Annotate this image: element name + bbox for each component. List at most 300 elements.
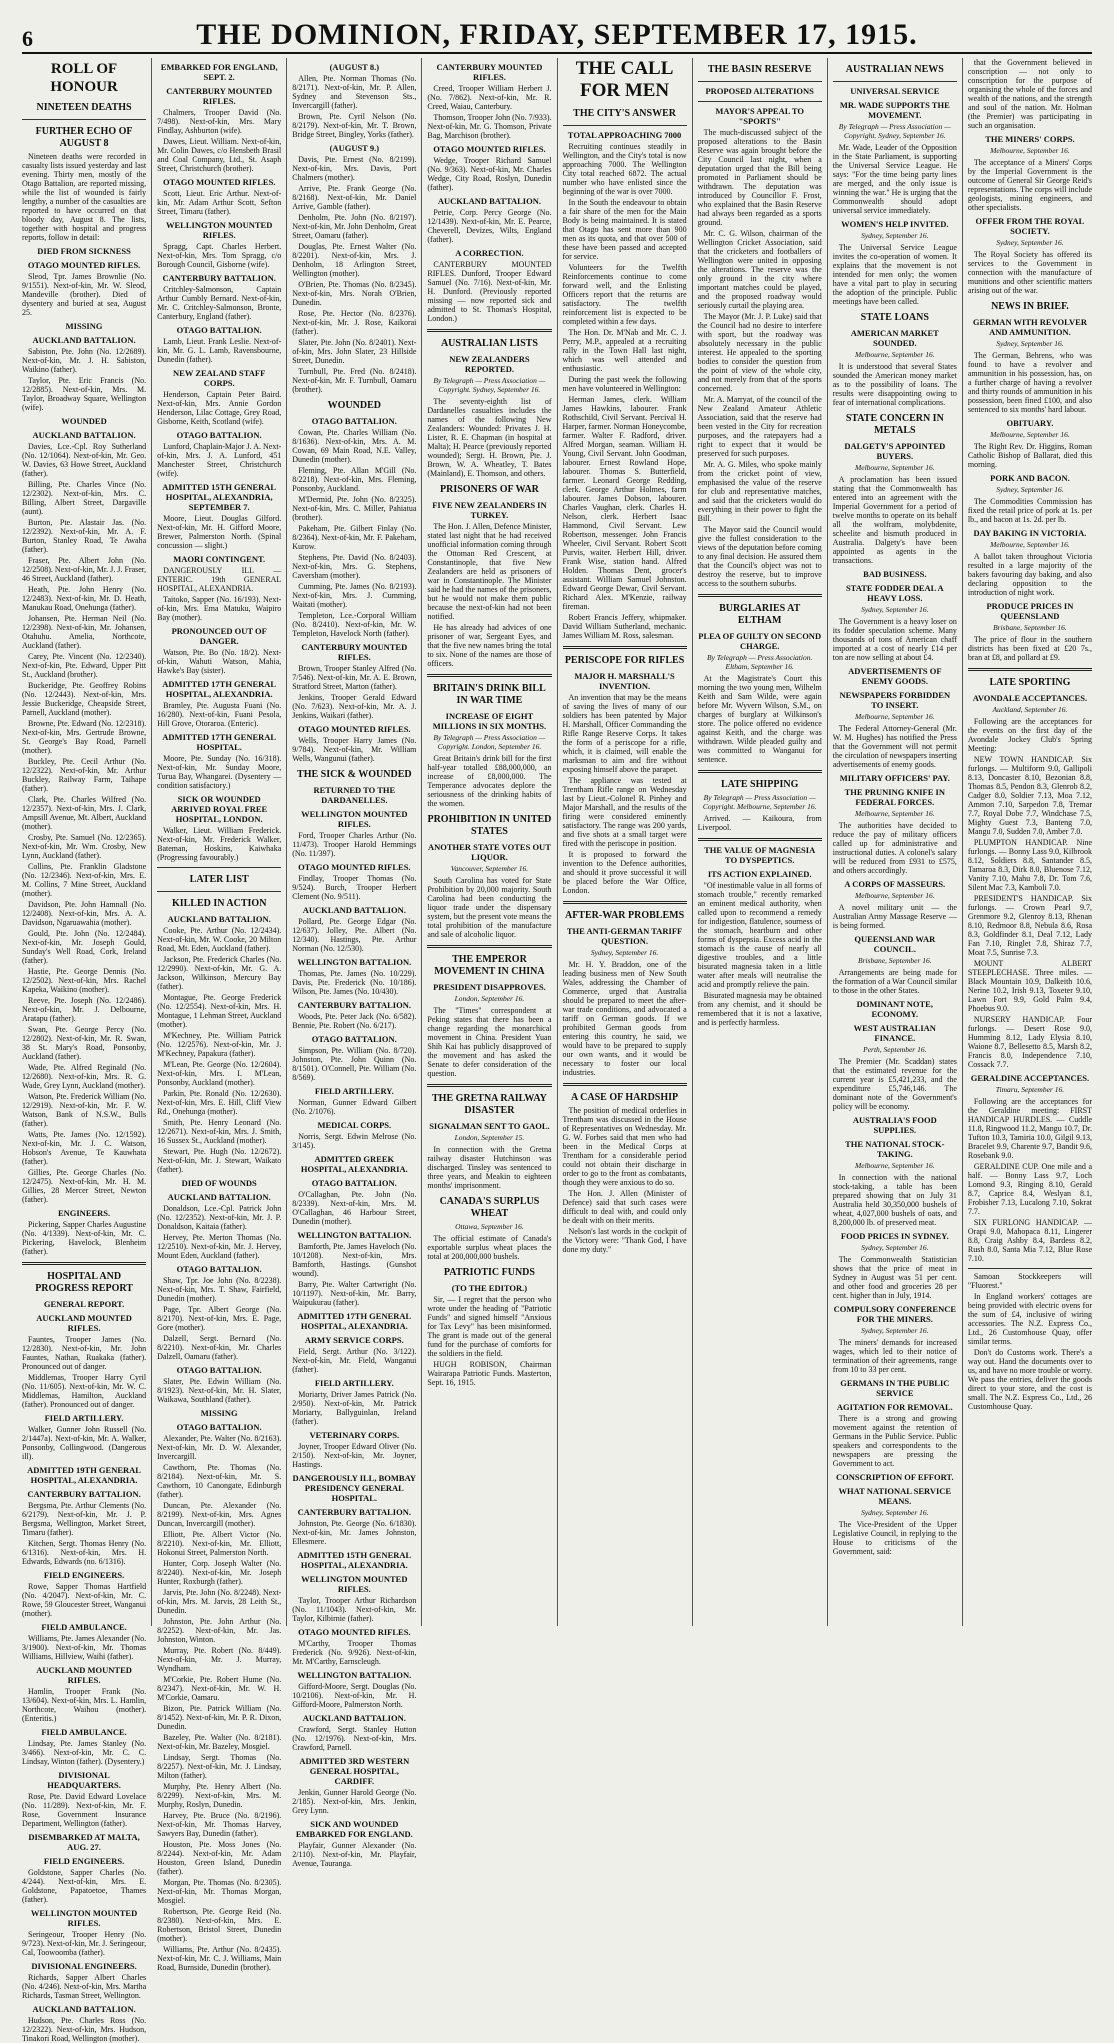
headline: THE SICK & WOUNDED — [297, 769, 412, 780]
paragraph: Burton, Pte. Alastair Jas. (No. 12/2392). Next-of-kin, Mr. A. F. Burton, Stanley Road, Te Awaha (father). — [22, 518, 147, 554]
paragraph: Gifford-Moore, Sergt. Douglas (No. 10/2106). Next-of-kin, Mr. H. Gifford-Moore, Palmerston North. — [292, 1682, 417, 1709]
subheading: AUCKLAND BATTALION. — [32, 430, 136, 440]
subheading: OBITUARY. — [1006, 418, 1054, 428]
headline: PERISCOPE FOR RIFLES — [564, 655, 685, 666]
subheading: OTAGO BATTALION. — [311, 416, 397, 426]
paragraph: Rowe, Sapper Thomas Hartfield (No. 4/2047). Next-of-kin, Mr. C. Rowe, 59 Gloucester Street, Wanganui (mother). — [22, 1582, 147, 1618]
paragraph: Slater, Pte. John (No. 8/2401). Next-of-kin, Mrs. John Slater, 23 Hillside Street, Dunedin. — [292, 338, 417, 365]
column-4 — [421, 58, 556, 1626]
paragraph: During the past week the following men have volunteered in Wellington: — [562, 375, 687, 393]
subheading: WELLINGTON BATTALION. — [297, 957, 412, 967]
paragraph: Moriarty, Driver James Patrick (No. 2/950). Next-of-kin, Mr. Patrick Moriarty, Ballyguinlan, Ireland (father). — [292, 1390, 417, 1426]
subheading: ADMITTED 15TH GENERAL HOSPITAL, ALEXANDRIA. — [297, 1550, 412, 1570]
paragraph: Jenkins, Trooper Gerald Edward (No. 7/623). Next-of-kin, Mr. A. J. Jenkins, Waikari (father). — [292, 693, 417, 720]
paragraph: The Commodities Commission has fixed the retail price of pork at 1s. per lb., and bacon at 1s. 2d. per lb. — [967, 497, 1092, 524]
section-title: ROLL OF HONOUR — [50, 61, 118, 95]
dateline: Auckland, September 16. — [992, 705, 1068, 714]
paragraph: The appliance was tested at Trentham Rifle range on Wednesday last by Lieut.-Colonel R. Pinhey and Major Marshall, and the results of the firing were considered eminently satisfactory. The range was 200 yards, and five shots at a small target were fired with the periscope in position. — [562, 776, 687, 848]
subheading: CANTERBURY BATTALION. — [162, 273, 276, 283]
subheading: FIELD ARTILLERY. — [314, 1378, 394, 1388]
paragraph: Mr. Wade, Leader of the Opposition in the State Parliament, is supporting the Universal Service League. He says: "For the time being party lines are merged, and the only issue is winning the war." He is urging that the Commonwealth should adopt universal service immediately. — [832, 143, 957, 215]
paragraph: Templeton, Lce.-Corporal William (No. 8/2410). Next-of-kin, Mr. W. Templeton, Havelock North (father). — [292, 611, 417, 638]
subheading: AUCKLAND BATTALION. — [32, 2004, 136, 2014]
column-1 — [22, 58, 151, 2043]
paragraph: Wedge, Trooper Richard Samuel (No. 9/363). Next-of-kin, Mr. Charles Wedge, City Road, Roslyn, Dunedin (father). — [427, 156, 552, 192]
subheading: ENGINEERS. — [57, 1208, 111, 1218]
subheading: OTAGO BATTALION. — [311, 1034, 397, 1044]
paragraph: O'Brien, Pte. Thomas (No. 8/2345). Next-of-kin, Mrs. Norah O'Brien, Dunedin. — [292, 280, 417, 307]
subheading: FIELD AMBULANCE. — [41, 1622, 127, 1632]
divider — [968, 1268, 1092, 1269]
paragraph: Sir, — I regret that the person who wrote under the heading of "Patriotic Funds" and signed himself "Anxious for Tax Levy" has been misinformed. The grant is made out of the general fund for the purchase of comforts for the soldiers in the field. — [427, 1295, 552, 1358]
paragraph: Robertson, Pte. George Reid (No. 8/2380). Next-of-kin, Mrs. E. Robertson, Bristol Street, Dunedin (mother). — [157, 1907, 282, 1943]
dateline: Melbourne, September 16. — [990, 430, 1070, 439]
paragraph: Bisurated magnesia may be obtained from any chemist, and it should be remembered that it is not a laxative, and is perfectly harmless. — [697, 991, 822, 1027]
subheading: ADMITTED 15TH GENERAL HOSPITAL, ALEXANDRIA, SEPTEMBER 7. — [162, 482, 277, 512]
subheading: CANTERBURY BATTALION. — [27, 1489, 141, 1499]
subheading: AUCKLAND BATTALION. — [32, 335, 136, 345]
subheading: WOMEN'S HELP INVITED. — [841, 219, 949, 229]
paragraph: Hamlin, Trooper Frank (No. 13/604). Next-of-kin, Mrs. L. Hamlin, Northcote, Waihou (mother). (Enteritis.) — [22, 1687, 147, 1723]
dateline: Sydney, September 16. — [861, 1243, 929, 1252]
paragraph: Crosby, Pte. Samuel (No. 12/2365). Next-of-kin, Mr. Wm. Crosby, New Lynn, Auckland (father). — [22, 833, 147, 860]
dateline: Sydney, September 16. — [861, 231, 929, 240]
dateline: By Telegraph — Press Association — Copyright. London, September 16. — [433, 733, 546, 751]
paragraph: Bergsma, Pte. Arthur Clements (No. 6/2179). Next-of-kin, Mr. J. P. Bergsma, Wellington, Market Street, Timaru (father). — [22, 1501, 147, 1537]
subheading: ADMITTED 19TH GENERAL HOSPITAL, ALEXANDRIA. — [27, 1465, 141, 1485]
masthead-title: THE DOMINION, FRIDAY, SEPTEMBER 17, 1915. — [196, 18, 918, 51]
paragraph: Don't do Customs work. There's a way out. Hand the documents over to us, and have no more trouble or worry. We pass the entries, deliver the goods direct to your store, and the cost is small. The N.Z. Express Co., Ltd., 26 Customhouse Quay. — [967, 1348, 1092, 1411]
banner-headline: THE CALL FOR MEN — [575, 58, 674, 101]
subheading: NEW ZEALAND STAFF CORPS. — [173, 368, 266, 388]
headline: THE BASIN RESERVE — [707, 64, 812, 75]
paragraph: Clark, Pte. Charles Wilfred (No. 12/2357). Next-of-kin, Mrs. J. Clark, Ampsill Avenue, Mt. Albert, Auckland (mother). — [22, 795, 147, 831]
subheading: CONSCRIPTION OF EFFORT. — [836, 1472, 954, 1482]
paragraph: Seringeour, Trooper Henry (No. 9/723). Next-of-kin, Mr. J. Seringeour, Cal, Toowoomba (father). — [22, 1930, 147, 1957]
subheading: AUCKLAND BATTALION. — [167, 1192, 271, 1202]
paragraph: The miners' demands for increased wages, which led to their notice of termination of their agreements, range from 10 to 33 per cent. — [832, 1338, 957, 1374]
paragraph: Arrive, Pte. Frank George (No. 8/2168). Next-of-kin, Mr. Daniel Arrive, Gamble (father). — [292, 184, 417, 211]
headline: LATE SHIPPING — [721, 779, 799, 790]
paragraph: Bizon, Pte. Patrick William (No. 8/1452). Next-of-kin, Mr. P. R. Dixon, Dunedin. — [157, 1704, 282, 1731]
paragraph: At the Magistrate's Court this morning the two young men, Wilhelm Keith and Sam Wilde, were again before Mr. Wyvern Wilson, S.M., on charges of burglary at Wilkinson's store. The police offered no evidence against Keith, and the charge was withdrawn. Wilde pleaded guilty and was committed to Wanganui for sentence. — [697, 674, 822, 764]
paragraph: Douglas, Pte. Ernest Walter (No. 8/2201). Next-of-kin, Mrs. J. Denholm, 18 Arlington Street, Wellington (mother). — [292, 242, 417, 278]
masthead — [22, 14, 1092, 54]
paragraph: Lunford, Chaplain-Major J. A. Next-of-kin, Mrs. J. A. Lunford, 451 Manchester Street, Christchurch (wife). — [157, 442, 282, 478]
subheading: DANGEROUSLY ILL, BOMBAY PRESIDENCY GENERAL HOSPITAL. — [292, 1473, 417, 1503]
dateline: Sydney, September 16. — [996, 339, 1064, 348]
paragraph: Davis, Pte. Ernest (No. 8/2199). Next-of-kin, Mrs. Davis, Port Chalmers (mother). — [292, 155, 417, 182]
subheading: ADVERTISEMENTS OF ENEMY GOODS. — [848, 666, 942, 686]
paragraph: Cowan, Pte. Charles William (No. 8/1636). Next-of-kin, Mrs. A. M. Cowan, 69 Main Road, N.E. Valley, Dunedin (mother). — [292, 428, 417, 464]
paragraph: Rose, Pte. Hector (No. 8/2376). Next-of-kin, Mr. J. Rose, Kaikorai (father). — [292, 309, 417, 336]
divider — [427, 674, 551, 677]
subheading: WEST AUSTRALIAN FINANCE. — [853, 1023, 936, 1043]
subheading: OTAGO BATTALION. — [176, 1422, 262, 1432]
paragraph: The Universal Service League invites the co-operation of women. It explains that the movement is not intended for men only; the women have a vital part to play in securing the adoption of the principle. Public meetings have been called. — [832, 243, 957, 306]
subheading: ANOTHER STATE VOTES OUT LIQUOR. — [427, 842, 551, 862]
dateline: Sydney, September 16. — [861, 1508, 929, 1517]
headline: AUSTRALIAN NEWS — [845, 64, 944, 75]
dateline: Melbourne, September 16. — [855, 891, 935, 900]
subheading: EMBARKED FOR ENGLAND, SEPT. 2. — [160, 62, 278, 82]
divider — [698, 81, 822, 82]
column-7 — [827, 58, 962, 1626]
paragraph: Nelson's last words in the cockpit of the Victory were: "Thank God, I have done my duty." — [562, 1227, 687, 1254]
dateline: Melbourne, September 16. — [855, 350, 935, 359]
headline: BURGLARIES AT ELTHAM — [719, 603, 801, 626]
paragraph: Swan, Pte. George Percy (No. 12/2802). Next-of-kin, Mr. R. Swan, 38 St. Mary's Road, Ponsonby, Auckland (father). — [22, 1025, 147, 1061]
paragraph: Critchley-Salmonson, Captain Arthur Cumbly Bernard. Next-of-kin, Mr. C. Critchley-Salmonson, Bronte, Canterbury, England (father). — [157, 285, 282, 321]
paragraph: M'Corkie, Pte. Robert Hume (No. 8/2347). Next-of-kin, Mr. W. H. M'Corkie, Oamaru. — [157, 1675, 282, 1702]
paragraph: Ford, Trooper Charles Arthur (No. 11/473). Trooper Harold Hemmings (No. 11/397). — [292, 831, 417, 858]
paragraph: Joyner, Trooper Edward Oliver (No. 2/150). Next-of-kin, Mr. Joyner, Hastings. — [292, 1442, 417, 1469]
paragraph: Hunter, Corp. Joseph Walter (No. 8/2240). Next-of-kin, Mr. Joseph Hunter, Roxburgh (father). — [157, 1559, 282, 1586]
subheading: THE PRUNING KNIFE IN FEDERAL FORCES. — [844, 787, 945, 807]
subheading: OTAGO BATTALION. — [176, 1264, 262, 1274]
paragraph: There is a strong and growing movement against the retention of Germans in the Public Service. Public speakers and correspondents to the newspapers are pressing the Government to act. — [832, 1414, 957, 1468]
paragraph: Robert Francis Jeffery, whipmaker. David William Sutherland, mechanic. James William M. Ross, salesman. — [562, 613, 687, 640]
subheading: PRONOUNCED OUT OF DANGER. — [171, 626, 267, 646]
paragraph: M'Lean, Pte. George (No. 12/2604). Next-of-kin, Mrs. I. M'Lean, Ponsonby, Auckland (mother). — [157, 1060, 282, 1087]
paragraph: Taylor, Trooper Arthur Richardson (No. 11/1043). Next-of-kin, Mr. Taylor, Kilbirnie (father). — [292, 1596, 417, 1623]
column-3 — [286, 58, 421, 1868]
subheading: FIELD ENGINEERS. — [43, 1570, 125, 1580]
subheading: MAJOR H. MARSHALL'S INVENTION. — [574, 671, 675, 691]
headline: STATE LOANS — [860, 312, 929, 323]
headline: AUSTRALIAN LISTS — [440, 338, 538, 349]
paragraph: The authorities have decided to reduce the pay of military officers called up for administrative and instructional duties. A colonel's salary will be reduced from £931 to £575, and others accordingly. — [832, 821, 957, 875]
subheading: WELLINGTON MOUNTED RIFLES. — [301, 1574, 408, 1594]
subheading: OTAGO BATTALION. — [311, 1178, 397, 1188]
paragraph: Johnston, Pte. John Arthur (No. 8/2252). Next-of-kin, Mr. Jas. Johnston, Winton. — [157, 1617, 282, 1644]
subheading: VETERINARY CORPS. — [309, 1430, 400, 1440]
paragraph: The Government is a heavy loser on its fodder speculation scheme. Many thousands of tons of American chaff imported at a cost of nearly £14 per ton are now selling at about £4. — [832, 617, 957, 662]
subheading: OTAGO MOUNTED RIFLES. — [298, 862, 411, 872]
headline: THE CITY'S ANSWER — [573, 108, 676, 119]
paragraph: A novel military unit — the Australian Army Massage Reserve — is being formed. — [832, 903, 957, 930]
subheading: MEDICAL CORPS. — [317, 1120, 392, 1130]
subheading: MISSING — [65, 321, 103, 331]
subheading: NEW ZEALANDERS REPORTED. — [449, 354, 530, 374]
paragraph: Fraser, Pte. Albert John (No. 12/2508). Next-of-kin, Mr. J. J. Fraser, 46 Street, Auckland (father). — [22, 556, 147, 583]
paragraph: The Vice-President of the Upper Legislative Council, in replying to the House to criticisms of the Government, said: — [832, 1520, 957, 1556]
divider — [427, 1084, 551, 1087]
paragraph: M'Kechney, Pte. William Patrick (No. 12/2576). Next-of-kin, Mr. J. M'Kechney, Papakura (father). — [157, 1031, 282, 1058]
paragraph: Mr. A. G. Miles, who spoke mainly from the cricket point of view, emphasised the value of the reserve for club and representative matches, and said that the cricketers would do everything in their power to fight the Bill. — [697, 460, 822, 523]
headline: NEWS IN BRIEF. — [991, 301, 1069, 312]
paragraph: Murphy, Pte. Henry Albert (No. 8/2299). Next-of-kin, Mrs. M. Murphy, Roslyn, Dunedin. — [157, 1782, 282, 1809]
paragraph: Fleming, Pte. Allan M'Gill (No. 8/2218). Next-of-kin, Mrs. Fleming, Ponsonby, Auckland. — [292, 466, 417, 493]
paragraph: Heath, Pte. John Henry (No. 12/2483). Next-of-kin, Mr. D. Heath, Manukau Road, Onehunga (father). — [22, 585, 147, 612]
paragraph: Hudson, Pte. Charles Ross (No. 12/2322). Next-of-kin, Mrs. Hudson, Tinakori Road, Wellington (mother). — [22, 2016, 147, 2043]
paragraph: Findlay, Trooper Thomas (No. 9/524). Burch, Trooper Herbert Clement (No. 9/511). — [292, 874, 417, 901]
paragraph: It is understood that several States sounded the American money market as to the possibility of loans. The results were disappointing owing to fear of international complications. — [832, 362, 957, 407]
subheading: AVONDALE ACCEPTANCES. — [972, 693, 1088, 703]
paragraph: Creed, Trooper William Herbert J. (No. 7/862). Next-of-kin, Mr. R. Creed, Waiau, Canterbury. — [427, 84, 552, 111]
paragraph: Pakeham, Pte. Gilbert Finlay (No. 8/2364). Next-of-kin, Mr. F. Pakeham, Kurow. — [292, 524, 417, 551]
subheading: OTAGO BATTALION. — [176, 430, 262, 440]
subheading: OFFER FROM THE ROYAL SOCIETY. — [975, 216, 1085, 236]
paragraph: SIX FURLONG HANDICAP. — Orapi 9.0, Mahopaca 8.11, Lingerer 8.8, Craig Ashby 8.4, Bardess 8.2, Rush 8.0, Santa Mia 7.12, Blue Rose 7.10. — [967, 1218, 1092, 1263]
divider — [698, 770, 822, 773]
paragraph: The Mayor (Mr. J. P. Luke) said that the Council had no desire to interfere with sport, but the roadway was absolutely necessary in the public interest. He appealed to the sporting bodies to consider the question from the point of view of the whole city, and not merely from that of the sports concerned. — [697, 312, 822, 393]
paragraph: HUGH ROBISON, Chairman Wairarapa Patriotic Funds. Masterton, Sept. 16, 1915. — [427, 1360, 552, 1387]
subheading: THE ANTI-GERMAN TARIFF QUESTION. — [566, 926, 683, 946]
paragraph: The Royal Society has offered its services to the Government in connection with the manufacture of munitions and other scientific matters arising out of the war. — [967, 250, 1092, 295]
paragraph: Johansen, Pte. Herman Neil (No. 12/2398). Next-of-kin, Mr. Johansen, Otahuhu. Amelia, Northcote, Auckland (father). — [22, 614, 147, 650]
paragraph: Samoan Stockkeepers will "Fluorest." — [967, 1272, 1092, 1290]
paragraph: The Hon. J. Allen (Minister of Defence) said that such cases were difficult to deal with, and could only be dealt with on their merits. — [562, 1189, 687, 1225]
paragraph: Moore, Lieut. Douglas Gilford. Next-of-kin, Mr. H. Gifford Moore, Brewer, Palmerston North. (Spinal concussion — slight.) — [157, 514, 282, 550]
subheading: SICK OR WOUNDED ARRIVED ROYAL FREE HOSPITAL, LONDON. — [171, 794, 268, 824]
paragraph: Duncan, Pte. Alexander (No. 8/2199). Next-of-kin, Mrs. Agnes Duncan, Invercargill (mother). — [157, 1501, 282, 1528]
paragraph: Woods, Pte. Peter Jack (No. 6/582). Bennie, Pte. Robert (No. 6/217). — [292, 1012, 417, 1030]
paragraph: Billing, Pte. Charles Vince (No. 12/2302). Next-of-kin, Mrs. C. Billing, Albert Street, Dargaville (aunt). — [22, 480, 147, 516]
paragraph: The official estimate of Canada's exportable surplus wheat places the total at 200,000,000 bushels. — [427, 1234, 552, 1261]
paragraph: Walker, Lieut. William Frederick. Next-of-kin, Mr. Frederick Walker, Bateman, Hoskins, Kaiwhaka (Progressing favourably.) — [157, 826, 282, 862]
headline: WOUNDED — [327, 400, 381, 411]
paragraph: A proclamation has been issued stating that the Commonwealth has entered into an agreement with the Imperial Government for a period of twelve months to operate on its behalf all the wolfram, molybdenite, scheelite and bismuth produced in Australia. Dalgety's have been appointed as agents in the transactions. — [832, 475, 957, 565]
paragraph: Buckley, Pte. Cecil Arthur (No. 12/2322). Next-of-kin, Mr. Arthur Buckley, Railway Farm, Taihape (father). — [22, 757, 147, 793]
headline: HOSPITAL AND PROGRESS REPORT — [35, 1271, 133, 1294]
paragraph: MOUNT ALBERT STEEPLECHASE. Three miles. — Black Mountain 10.9, Dalkeith 10.6, Nerine 10.2, Irish 9.13, Toxeter 9.10, Lawn Fort 9.9, Gold Palm 9.4, Phoebus 9.0. — [967, 959, 1092, 1013]
subheading: GENERAL REPORT. — [43, 1299, 125, 1309]
paragraph: Recruiting continues steadily in Wellington, and the City's total is now approaching 7000. The Wellington City total reached 6872. The actual number who have enlisted since the beginning of the war is over 7000. — [562, 142, 687, 196]
dateline: By Telegraph — Press Association — Copyright. Melbourne, September 16. — [702, 793, 817, 811]
subheading: OTAGO BATTALION. — [176, 1365, 262, 1375]
paragraph: Allen, Pte. Norman Thomas (No. 8/2171). Next-of-kin, Mr. P. Allen, Sydney and Stevenson Sts., Invercargill (father). — [292, 74, 417, 110]
subheading: FIELD ARTILLERY. — [44, 1413, 124, 1423]
paragraph: Taitoko, Sapper (No. 16/193). Next-of-kin, Mrs. Ema Matuku, Waipiro Bay (mother). — [157, 595, 282, 622]
subheading: AUCKLAND BATTALION. — [167, 914, 271, 924]
paragraph: GERALDINE CUP. One mile and a half. — Bonny Lass 9.7, Loch Lomond 9.3, Ringing 8.10, Gerald 8.7, Caprice 8.4, Weslyan 8.1, Frobisher 7.13, Lucalong 7.10, Sokrat 7.7. — [967, 1162, 1092, 1216]
subheading: ITS ACTION EXPLAINED. — [707, 869, 812, 879]
subheading: OTAGO MOUNTED RIFLES. — [433, 144, 546, 154]
headline: A CASE OF HARDSHIP — [570, 1092, 679, 1103]
headline: CANADA'S SURPLUS WHEAT — [439, 1196, 540, 1219]
paragraph: The Premier (Mr. Scaddan) states that the estimated revenue for the current year is £5,421,233, and the expenditure £5,746,146. The dominant note of the Government's policy will be economy. — [832, 1057, 957, 1111]
column-8 — [962, 58, 1092, 1626]
dateline: London, September 15. — [454, 1133, 525, 1142]
paragraph: Sleod, Tpr. James Brownlie (No. 9/1551). Next-of-kin, Mr. W. Sleod, Mandeville (brother). Died of dysentery and buried at sea, August 25. — [22, 272, 147, 317]
paragraph: that the Government believed in conscription — not only to conscription for the purpose of organising the whole of the forces and wealth of the nations, and the strength and soul of the nation. Mr. Holman (the Premier) was participating in such an organisation. — [967, 58, 1092, 130]
subheading: PROPOSED ALTERATIONS — [705, 86, 814, 96]
paragraph: Herman James, clerk. William James Hawkins, labourer. Frank Rothschild, Civil Servant. Percival H. Harper, farmer. Norman Honeycombe, farmer. Walter F. Radford, driver. Alfred Morgan, seaman. William H. Young, Civil Servant. John Goodman, labourer. Ernest Rowland Hope, labourer. Thomas S. Butterfield, farmer. Leonard George Redding, clerk. George Arthur Holmes, farm labourer. James Dobson, labourer. Charles Vaughan, clerk. Charles H. Nelson, clerk. Herbert Isaac Hammond, Civil Servant. Lew Robertson, messenger. John Francis Wheeler, Civil Servant. Robert Scott Purvis, waiter. Herbert Hill, driver. Frank Wise, station hand. Alfred Holden. Thomas Dent, grocer's assistant. William Samuel Johnston. Edward George Dewar, Civil Servant. Richard Alex. M'Kenzie, railway fireman. — [562, 395, 687, 611]
headline: LATE SPORTING — [989, 677, 1071, 688]
subheading: WELLINGTON MOUNTED RIFLES. — [30, 1908, 138, 1928]
subheading: CANTERBURY MOUNTED RIFLES. — [436, 62, 543, 82]
dateline: Ottawa, September 16. — [455, 1222, 524, 1231]
subheading: (AUGUST 8.) — [329, 62, 380, 72]
paragraph: The position of medical orderlies in Trentham was discussed in the House of Representatives on Wednesday. Mr. G. W. Forbes said that men who had been in the Medical Corps at Trentham for a considerable period could not obtain their discharge in order to go to the front as combatants, though they were anxious to do so. — [562, 1106, 687, 1187]
paragraph: Scott, Lieut. Eric Arthur. Next-of-kin, Mr. Adam Arthur Scott, Sefton Street, Timaru (father). — [157, 189, 282, 216]
paragraph: The Hon. Dr. M'Nab and Mr. C. J. Perry, M.P., appealed at a recruiting rally in the Town Hall last night, which was well attended and enthusiastic. — [562, 328, 687, 373]
subheading: AUCKLAND MOUNTED RIFLES. — [36, 1665, 132, 1685]
paragraph: Murray, Pte. Robert (No. 8/449). Next-of-kin, Mr. J. Murray, Wyndham. — [157, 1646, 282, 1673]
paragraph: Williams, Pte. Arthur (No. 8/2435). Next-of-kin, Mr. C. J. Williams, Main Road, Burnside, Dunedin (brother). — [157, 1945, 282, 1972]
subheading: NEWSPAPERS FORBIDDEN TO INSERT. — [839, 690, 951, 710]
paragraph: Barry, Pte. Walter Cartwright (No. 10/1197). Next-of-kin, Mr. Barry, Waipukurau (father). — [292, 1280, 417, 1307]
subheading: AMERICAN MARKET SOUNDED. — [850, 328, 939, 348]
paragraph: Mr. H. Y. Braddon, one of the leading business men of New South Wales, addressing the Chamber of Commerce, urged that Australia should be prepared to meet the after-war trade conditions, and advocated a tariff on German goods. If we prohibited German goods from entering this country, he said, we would have to be prepared to supply our own wants, and it would be necessary to foster our local industries. — [562, 960, 687, 1077]
subheading: TOTAL APPROACHING 7000 — [567, 130, 682, 140]
paragraph: Simpson, Pte. William (No. 8/720). Johnston, Pte. John Quinn (No. 8/1501). O'Connell, Pte. William (No. 8/569). — [292, 1046, 417, 1082]
paragraph: The "Times" correspondent at Peking states that there has been a change regarding the monarchical movement in China. President Yuan Shih Kai has publicly disapproved of the movement and has asked the Senate to defer consideration of the question. — [427, 1006, 552, 1078]
subheading: AUCKLAND BATTALION. — [302, 905, 406, 915]
dateline: Melbourne, September 16. — [990, 540, 1070, 549]
divider — [157, 891, 281, 892]
column-5 — [557, 58, 692, 1626]
dateline: Sydney, September 16. — [996, 485, 1064, 494]
divider — [563, 125, 687, 126]
subheading: FIELD AMBULANCE. — [41, 1727, 127, 1737]
paragraph: Bramley, Pte. Augusta Fuani (No. 16/280). Next-of-kin, Fuani Pesola, Hill Grove, Otoraroa. (Enteric). — [157, 701, 282, 728]
subheading: DIED OF WOUNDS — [181, 1178, 257, 1188]
paragraph: Cooke, Pte. Arthur (No. 12/2434). Next-of-kin, Mr. W. Cooke, 20 Milton Road, Mt. Eden, Auckland (father). — [157, 926, 282, 953]
headline: NINETEEN DEATHS — [36, 102, 132, 113]
dateline: Sydney, September 16. — [861, 1326, 929, 1335]
subheading: WELLINGTON BATTALION. — [297, 1230, 412, 1240]
subheading: DALGETY'S APPOINTED BUYERS. — [844, 441, 946, 461]
paragraph: Gould, Pte. John (No. 12/2484). Next-of-kin, Mr. Joseph Gould, Sunday's Well Road, Cork, Ireland (father). — [22, 929, 147, 965]
headline: PATRIOTIC FUNDS — [443, 1267, 535, 1278]
headline: AFTER-WAR PROBLEMS — [564, 910, 685, 921]
dateline: London, September 16. — [454, 994, 525, 1003]
paragraph: Taylor, Pte. Eric Francis (No. 12/2885). Next-of-kin, Mrs. M. Taylor, Broadway Square, Wellington (wife). — [22, 376, 147, 412]
subheading: AUCKLAND BATTALION. — [437, 196, 541, 206]
headline: FURTHER ECHO OF AUGUST 8 — [35, 126, 133, 149]
divider — [22, 1262, 146, 1265]
paragraph: Crawford, Sergt. Stanley Hutton (No. 12/1976). Next-of-kin, Mrs. Crawford, Parnell. — [292, 1725, 417, 1752]
paragraph: "Of inestimable value in all forms of stomach trouble," recently remarked an eminent medical authority, when called upon to recommend a remedy for indigestion, flatulence, sourness of the stomach, heartburn and other forms of dyspepsia. Excess acid in the stomach is the cause of nearly all digestive troubles, and a little bisurated magnesia taken in a little water after meals will neutralise the acid and promptly relieve the pain. — [697, 881, 822, 989]
paragraph: Thomson, Trooper John (No. 7/933). Next-of-kin, Mr. G. Thomson, Private Bag, Marchison (brother). — [427, 113, 552, 140]
paragraph: Henderson, Captain Peter Baird. Next-of-kin, Mrs. Annie Gordon Henderson, Lilac Cottage, Grey Road, Gisborne, Keith, Scotland (wife). — [157, 390, 282, 426]
paragraph: Reeve, Pte. Joseph (No. 12/2486). Next-of-kin, Mr. J. Delbourne, Aratapu (father). — [22, 996, 147, 1023]
paragraph: The Right Rev. Dr. Higgins, Roman Catholic Bishop of Ballarat, died this morning. — [967, 442, 1092, 469]
paragraph: The Mayor said the Council would give the fullest consideration to the views of the deputation before coming to any final decision. He assured them that the Council's object was not to destroy the reserve, but to improve access to the southern suburbs. — [697, 525, 822, 588]
paragraph: NURSERY HANDICAP. Four furlongs. — Desert Rose 9.0, Humming 8.12, Lady Elysia 8.10, Waione 8.7, Bellesetto 8.5, Marsh 8.2, Francis 8.0, Independence 7.10, Cossack 7.7. — [967, 1015, 1092, 1069]
paragraph: Smith, Pte. Henry Leonard (No. 12/2671). Next-of-kin, Mrs. J. Smith, 16 Sussex St., Auckland (mother). — [157, 1118, 282, 1145]
subheading: FIELD ENGINEERS. — [43, 1856, 125, 1866]
paragraph: An invention that may be the means of saving the lives of many of our soldiers has been patented by Major H. Marshall, Officer Commanding the Rifle Range Reserve Corps. It takes the form of a periscope for a rifle, which, it is claimed, will enable the marksman to aim and fire without exposing himself above the parapet. — [562, 693, 687, 774]
dateline: By Telegraph — Press Association. Eltham, September 16. — [707, 653, 813, 671]
paragraph: Elliott, Pte. Albert Victor (No. 8/2210). Next-of-kin, Mr. Elliott, Hokonui Street, Palmerston North. — [157, 1530, 282, 1557]
paragraph: The Hon. J. Allen, Defence Minister, stated last night that he had received unofficial information coming through the Ottoman Red Crescent, at Constantinople, that five New Zealanders are held as prisoners of war in Constantinople. The Minister said he had the names of the prisoners, but he would not make them public because the next-of-kin had not been notified. — [427, 522, 552, 621]
paragraph: Dawes, Lieut. William. Next-of-kin, Mr. Colin Dawes, c/o Hensbeth Brasil and Coal Company, Ltd., St. Asaph Street, Christchurch (brother). — [157, 137, 282, 173]
subheading: WHAT NATIONAL SERVICE MEANS. — [838, 1486, 952, 1506]
dateline: Perth, September 16. — [863, 1045, 927, 1054]
divider — [563, 901, 687, 904]
subheading: DIVISIONAL HEADQUARTERS. — [47, 1770, 121, 1790]
headline: STATE CONCERN IN METALS — [845, 413, 944, 436]
dateline: Melbourne, September 16. — [990, 146, 1070, 155]
paragraph: Kitchen, Sergt. Thomas Henry (No. 6/1316). Next-of-kin, Mrs. H. Edwards, Edwards (no. 6/1316). — [22, 1539, 147, 1566]
divider — [833, 81, 957, 82]
subheading: WOUNDED — [61, 416, 107, 426]
paragraph: Browne, Pte. Edward (No. 12/2318). Next-of-kin, Mrs. Gertrude Browne, St. George's Bay Road, Parnell (mother). — [22, 719, 147, 755]
divider — [698, 594, 822, 597]
dateline: Brisbane, September 16. — [857, 956, 932, 965]
subheading: ADMITTED 3RD WESTERN GENERAL HOSPITAL, CARDIFF. — [299, 1756, 410, 1786]
subheading: A CORRECTION. — [455, 248, 524, 258]
paragraph: Buckeridge, Pte. Geoffrey Robins (No. 12/2443). Next-of-kin, Mrs. Jessie Buckeridge, Cheapside Street, Parnell, Auckland (mother). — [22, 681, 147, 717]
paragraph: PLUMPTON HANDICAP. Nine furlongs. — Bonny Lass 9.0, Kilbrook 8.12, Soldiers 8.8, Santander 8.5, Tamaroa 8.3, Dirk 8.0, Bluenose 7.12, Vanity 7.10, Mahu 7.8, Dr. Tom 7.6, Silent Mac 7.3, Kamboli 7.0. — [967, 838, 1092, 892]
subheading: WELLINGTON MOUNTED RIFLES. — [301, 809, 408, 829]
paragraph: He has already had advices of one prisoner of war, Sergeant Eyes, and that the five new names bring the total to six. None of the names are those of officers. — [427, 623, 552, 668]
headline: THE EMPEROR MOVEMENT IN CHINA — [434, 954, 545, 977]
headline: LATER LIST — [189, 874, 249, 885]
subheading: DOMINANT NOTE, ECONOMY. — [856, 999, 933, 1019]
dateline: By Telegraph — Press Association — Copyright. Sydney, September 16. — [433, 376, 546, 394]
subheading: QUEENSLAND WAR COUNCIL. — [854, 934, 936, 954]
dateline: Sydney, September 16. — [861, 605, 929, 614]
subheading: DIVISIONAL ENGINEERS. — [31, 1961, 137, 1971]
subheading: SIGNALMAN SENT TO GAOL. — [429, 1121, 550, 1131]
paragraph: It is proposed to forward the invention to the Defence authorities, and should it prove successful it will be placed before the War Office, London. — [562, 850, 687, 895]
paragraph: In England workers' cottages are being provided with electric ovens for the sum of £4, inclusive of wiring accessories. The N.Z. Express Co., Ltd., 26 Customhouse Quay, offer similar terms. — [967, 1292, 1092, 1346]
divider — [563, 1083, 687, 1086]
paragraph: The much-discussed subject of the proposed alterations to the Basin Reserve was again brought before the City Council last night, when a deputation urged that the Bill being promoted in Parliament should be withdrawn. The deputation was introduced by Councillor F. Frost, who explained that the Basin Reserve had always been regarded as a sports ground. — [697, 128, 822, 227]
subheading: FIELD ARTILLERY. — [314, 1086, 394, 1096]
subheading: ARMY SERVICE CORPS. — [304, 1335, 404, 1345]
subheading: MR. WADE SUPPORTS THE MOVEMENT. — [839, 100, 950, 120]
paragraph: Jarvis, Pte. John (No. 8/2248). Next-of-kin, Mrs. M. Jarvis, 28 Leith St., Dunedin. — [157, 1588, 282, 1615]
subheading: INCREASE OF EIGHT MILLIONS IN SIX MONTHS. — [432, 711, 547, 731]
subheading: AUSTRALIA'S FOOD SUPPLIES. — [852, 1115, 937, 1135]
paragraph: In the South the endeavour to obtain a fair share of the men for the Main Body is being maintained. It is stated that Otago has sent more than 900 men as its quota, and that over 500 of these have been passed and accepted for service. — [562, 198, 687, 261]
paragraph: Arrangements are being made for the formation of a War Council similar to those in the other States. — [832, 968, 957, 995]
subheading: (TO THE EDITOR.) — [451, 1283, 528, 1293]
paragraph: Carey, Pte. Vincent (No. 12/2340). Next-of-kin, Pte. Edward, Upper Pitt St., Auckland (brother). — [22, 652, 147, 679]
dateline: Melbourne, September 16. — [855, 1161, 935, 1170]
paragraph: Stephens, Pte. David (No. 8/2403). Next-of-kin, Mrs. G. Stephens, Caversham (mother). — [292, 553, 417, 580]
subheading: DISEMBARKED AT MALTA, AUG. 27. — [28, 1832, 140, 1852]
paragraph: Jenkin, Gunner Harold George (No. 2/185). Next-of-kin, Mrs. Jenkin, Grey Lynn. — [292, 1788, 417, 1815]
paragraph: Gillies, Pte. George Charles (No. 12/2475). Next-of-kin, Mr. H. M. Gillies, 28 Mercer Street, Newton (father). — [22, 1168, 147, 1204]
paragraph: Cawthorn, Pte. Thomas (No. 8/2184). Next-of-kin, Mr. S. Cawthorn, 10 Canongate, Edinburgh (father). — [157, 1463, 282, 1499]
paragraph: Williams, Pte. James Alexander (No. 3/1900). Next-of-kin, Mr. Thomas Williams, Hillview, Waihi (father). — [22, 1634, 147, 1661]
divider — [698, 101, 822, 102]
paragraph: Following are the acceptances for the events on the first day of the Avondale Jockey Club's Spring Meeting: — [967, 717, 1092, 753]
subheading: GERMAN WITH REVOLVER AND AMMUNITION. — [972, 317, 1087, 337]
paragraph: Harvey, Pte. Bruce (No. 8/2196). Next-of-kin, Mr. Thomas Harvey, Sawyers Bay, Dunedin (father). — [157, 1811, 282, 1838]
subheading: THE NATIONAL STOCK-TAKING. — [845, 1139, 945, 1159]
paragraph: Brown, Trooper Stanley Alfred (No. 7/546). Next-of-kin, Mr. A. E. Brown, Stratford Street, Marton (father). — [292, 664, 417, 691]
paragraph: M'Carthy, Trooper Thomas Frederick (No. 9/926). Next-of-kin, Mr. M'Carthy, Earnscleugh. — [292, 1639, 417, 1666]
paragraph: The seventy-eighth list of Dardanelles casualties includes the names of the following New Zealanders: Wounded: Privates J. H. Lister, R. E. Chapman (in hospital at Malta); H. Pearce (previously reported wounded); Sergt. H. Brown, Pte. J. Brown, W. A. Wheatley, T. Bates (Mainland), E. Thomson, and others. — [427, 397, 552, 478]
dateline: Sydney, September 16. — [996, 238, 1064, 247]
paragraph: Pollard, Pte. George Edgar (No. 12/637). Jolley, Pte. Albert (No. 12/340). Hastings, Pte. Arthur Norman (No. 12/530). — [292, 917, 417, 953]
paragraph: Bazeley, Pte. Walter (No. 8/2181). Next-of-kin, Mr. Bazeley, Mosgiel. — [157, 1733, 282, 1751]
subheading: UNIVERSAL SERVICE — [850, 86, 940, 96]
paragraph: Davies, Lce.-Cpl. Roy Sutherland (No. 12/1064). Next-of-kin, Mr. Geo. W. Davies, 63 Howe Street, Auckland (father). — [22, 442, 147, 478]
subheading: RETURNED TO THE DARDANELLES. — [313, 785, 396, 805]
paragraph: Volunteers for the Twelfth Reinforcements continue to come forward well, and the Enlisting Officers report that the returns are satisfactory. The twelfth reinforcement list is expected to be completed within a few days. — [562, 263, 687, 326]
subheading: CANTERBURY MOUNTED RIFLES. — [301, 642, 408, 662]
subheading: PRESIDENT DISAPPROVES. — [433, 982, 546, 992]
paragraph: Lindsay, Sergt. Thomas (No. 8/2257). Next-of-kin, Mr. J. Lindsay, Milton (father). — [157, 1753, 282, 1780]
subheading: THE MINERS' CORPS. — [985, 134, 1075, 144]
subheading: A CORPS OF MASSEURS. — [844, 879, 946, 889]
paragraph: Montague, Pte. George Frederick (No. 12/2554). Next-of-kin, Mrs. H. Montague, 1 Lehman Street, Auckland (mother). — [157, 993, 282, 1029]
paragraph: Wade, Pte. Alfred Reginald (No. 12/2680). Next-of-kin, Mrs. R. G. Wade, Grey Lynn, Auckland (mother). — [22, 1063, 147, 1090]
paragraph: Goldstone, Sapper Charles (No. 4/244). Next-of-kin, Mrs. E. Goldstone, Papatoetoe, Thames (father). — [22, 1868, 147, 1904]
paragraph: Mr. C. G. Wilson, chairman of the Wellington Cricket Association, said that the cricketers and footballers of Wellington were united in opposing the alterations. The reserve was the only ground in the city where important matches could be played, and the proposed roadway would seriously curtail the playing area. — [697, 229, 822, 310]
paragraph: Turnbull, Pte. Fred (No. 8/2418). Next-of-kin, Mr. F. Turnbull, Oamaru (brother). — [292, 367, 417, 394]
paragraph: Stewart, Pte. Hugh (No. 12/2672). Next-of-kin, Mr. J. Stewart, Waikato (father). — [157, 1147, 282, 1174]
subheading: WELLINGTON MOUNTED RIFLES. — [166, 220, 273, 240]
